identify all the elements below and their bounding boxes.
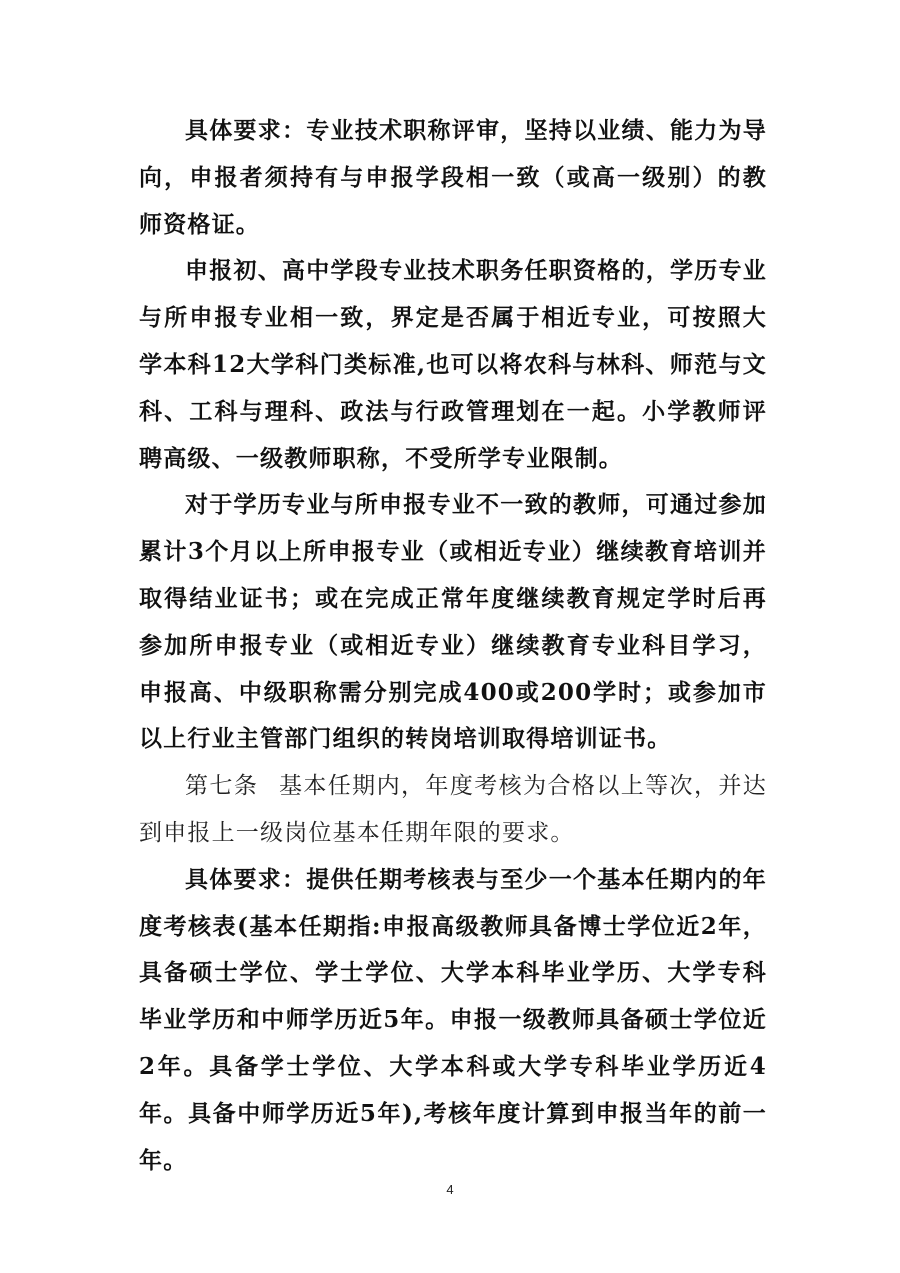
article-seven <box>139 763 767 857</box>
article-label: 第七条 <box>185 773 259 800</box>
article-text: 基本任期内，年度考核为合格以上等次，并达到申报上一级岗位基本任期年限的要求。 <box>139 773 767 846</box>
page-number: 4 <box>446 1182 454 1197</box>
page-body <box>139 108 767 1184</box>
paragraph-major-matching: 申报初、高中学段专业技术职务任职资格的，学历专业与所申报专业相一致，界定是否属于相近专业，可按照大学本科12大学科门类标准,也可以将农科与林科、师范与文科、工科与理科、政法与行政管理划在一起。小学教师评聘高级、一级教师职称，不受所学专业限制。 <box>139 257 767 472</box>
paragraph-assessment-requirements: 具体要求：提供任期考核表与至少一个基本任期内的年度考核表(基本任期指:申报高级教师具备博士学位近2年，具备硕士学位、学士学位、大学本科毕业学历、大学专科毕业学历和中师学历近5年。申报一级教师具备硕士学位近2年。具备学士学位、大学本科或大学专科毕业学历近4年。具备中师学历近5年),考核年度计算到申报当年的前一年。 <box>139 865 767 1174</box>
paragraph-requirements-certificate: 具体要求：专业技术职称评审，坚持以业绩、能力为导向，申报者须持有与申报学段相一致（或高一级别）的教师资格证。 <box>139 117 767 238</box>
paragraph-major-mismatch: 对于学历专业与所申报专业不一致的教师，可通过参加累计3个月以上所申报专业（或相近专业）继续教育培训并取得结业证书；或在完成正常年度继续教育规定学时后再参加所申报专业（或相近专业）继续教育专业科目学习，申报高、中级职称需分别完成400或200学时；或参加市以上行业主管部门组织的转岗培训取得培训证书。 <box>139 491 767 753</box>
